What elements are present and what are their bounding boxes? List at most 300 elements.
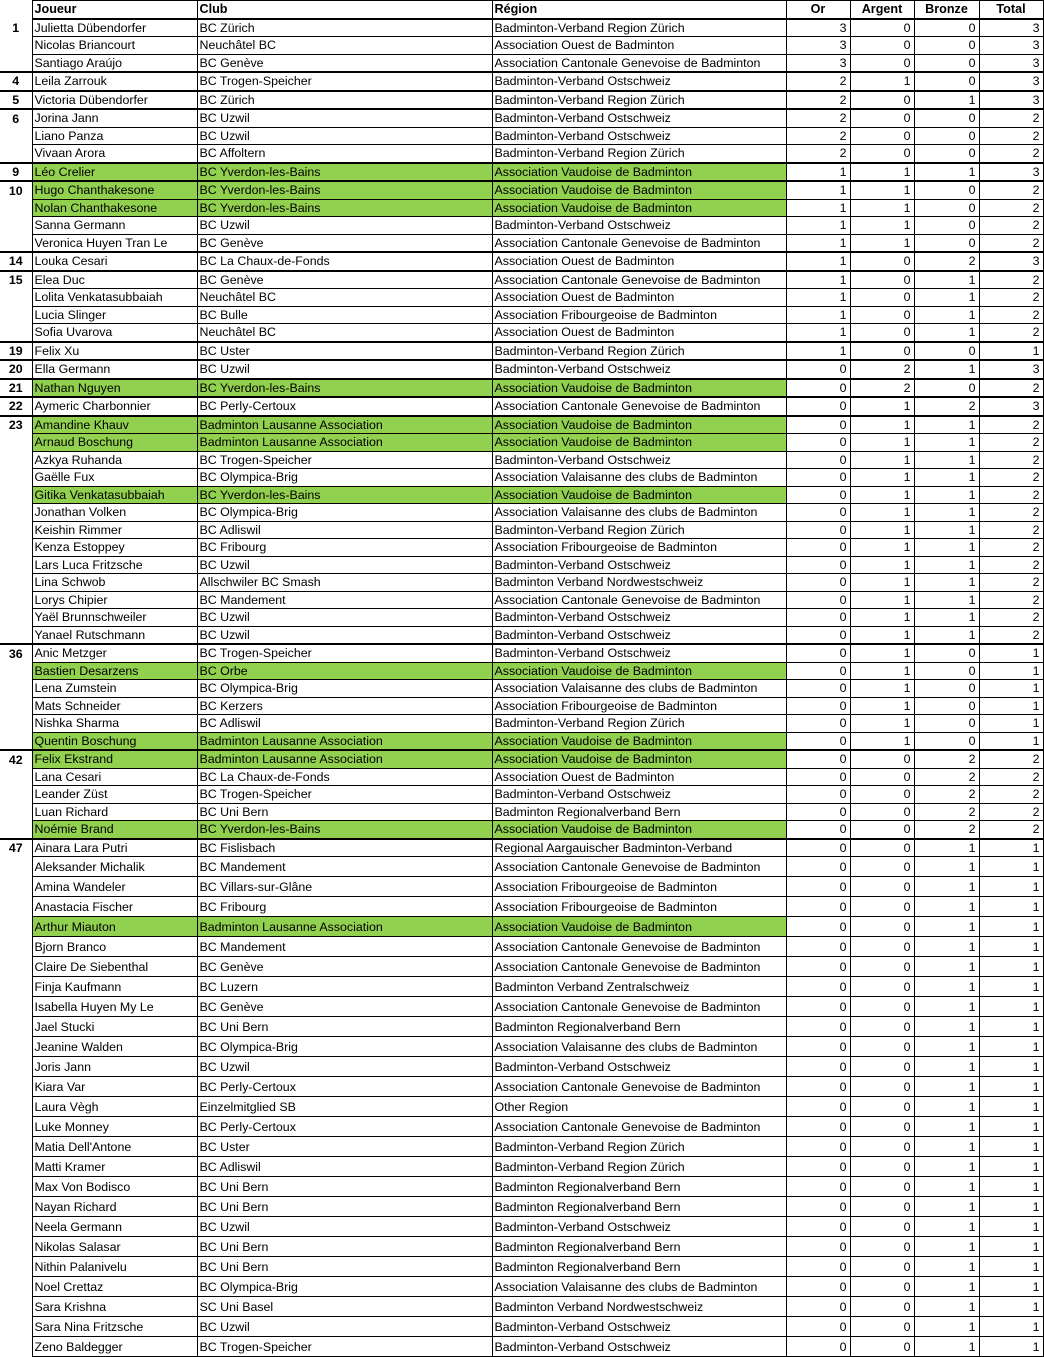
table-row xyxy=(0,1057,1043,1077)
rank-cell xyxy=(0,1077,32,1097)
player-cell: Luan Richard xyxy=(32,803,197,821)
gold-cell: 0 xyxy=(786,539,850,557)
player-cell: Lolita Venkatasubbaiah xyxy=(32,289,197,307)
silver-cell: 1 xyxy=(850,486,914,504)
player-cell: Elea Duc xyxy=(32,271,197,289)
club-cell: BC Genève xyxy=(197,234,492,252)
club-cell: BC Adliswil xyxy=(197,521,492,539)
total-cell: 2 xyxy=(979,803,1043,821)
region-cell: Badminton-Verband Ostschweiz xyxy=(492,1217,786,1237)
table-row xyxy=(0,1177,1043,1197)
silver-cell: 0 xyxy=(850,1297,914,1317)
region-cell: Association Fribourgeoise de Badminton xyxy=(492,306,786,324)
bronze-cell: 1 xyxy=(914,521,979,539)
rank-cell xyxy=(0,434,32,452)
region-cell: Badminton-Verband Ostschweiz xyxy=(492,127,786,145)
region-cell: Association Vaudoise de Badminton xyxy=(492,163,786,182)
region-cell: Association Fribourgeoise de Badminton xyxy=(492,897,786,917)
silver-cell: 0 xyxy=(850,1337,914,1357)
table-row xyxy=(0,1137,1043,1157)
silver-cell: 0 xyxy=(850,768,914,786)
club-cell: BC Olympica-Brig xyxy=(197,1277,492,1297)
table-row xyxy=(0,897,1043,917)
total-cell: 2 xyxy=(979,306,1043,324)
player-cell: Lars Luca Fritzsche xyxy=(32,556,197,574)
bronze-cell: 1 xyxy=(914,91,979,110)
bronze-cell: 2 xyxy=(914,786,979,804)
rank-cell xyxy=(0,877,32,897)
rank-cell xyxy=(0,1177,32,1197)
silver-cell: 0 xyxy=(850,1177,914,1197)
region-cell: Association Vaudoise de Badminton xyxy=(492,416,786,434)
bronze-cell: 2 xyxy=(914,397,979,416)
table-row xyxy=(0,877,1043,897)
table-row xyxy=(0,252,1043,271)
club-cell: Neuchâtel BC xyxy=(197,37,492,55)
gold-cell: 0 xyxy=(786,1117,850,1137)
silver-cell: 0 xyxy=(850,977,914,997)
table-row xyxy=(0,271,1043,289)
table-row xyxy=(0,360,1043,379)
gold-cell: 0 xyxy=(786,662,850,680)
total-cell: 2 xyxy=(979,289,1043,307)
player-cell: Louka Cesari xyxy=(32,252,197,271)
bronze-cell: 1 xyxy=(914,609,979,627)
table-row xyxy=(0,821,1043,839)
total-cell: 1 xyxy=(979,732,1043,750)
club-cell: BC Adliswil xyxy=(197,715,492,733)
rank-cell xyxy=(0,539,32,557)
bronze-cell: 1 xyxy=(914,591,979,609)
gold-cell: 0 xyxy=(786,750,850,768)
rank-cell xyxy=(0,626,32,644)
gold-cell: 3 xyxy=(786,19,850,37)
bronze-cell: 1 xyxy=(914,839,979,857)
rank-cell xyxy=(0,217,32,235)
table-row xyxy=(0,768,1043,786)
gold-cell: 0 xyxy=(786,957,850,977)
table-row xyxy=(0,434,1043,452)
table-row xyxy=(0,54,1043,72)
club-cell: BC La Chaux-de-Fonds xyxy=(197,252,492,271)
silver-cell: 0 xyxy=(850,1077,914,1097)
table-row xyxy=(0,997,1043,1017)
total-cell: 3 xyxy=(979,397,1043,416)
bronze-cell: 1 xyxy=(914,1317,979,1337)
rank-cell xyxy=(0,199,32,217)
gold-header: Or xyxy=(786,1,850,19)
player-cell: Sofia Uvarova xyxy=(32,324,197,342)
region-cell: Association Vaudoise de Badminton xyxy=(492,486,786,504)
bronze-cell: 2 xyxy=(914,803,979,821)
silver-cell: 0 xyxy=(850,252,914,271)
club-cell: BC Genève xyxy=(197,957,492,977)
region-cell: Badminton-Verband Ostschweiz xyxy=(492,644,786,662)
gold-cell: 0 xyxy=(786,1317,850,1337)
gold-cell: 1 xyxy=(786,342,850,361)
silver-cell: 0 xyxy=(850,1017,914,1037)
region-cell: Badminton-Verband Ostschweiz xyxy=(492,786,786,804)
region-cell: Association Cantonale Genevoise de Badminton xyxy=(492,997,786,1017)
table-row xyxy=(0,1017,1043,1037)
table-row xyxy=(0,181,1043,199)
player-cell: Isabella Huyen My Le xyxy=(32,997,197,1017)
table-row xyxy=(0,1197,1043,1217)
player-cell: Lena Zumstein xyxy=(32,680,197,698)
bronze-cell: 1 xyxy=(914,306,979,324)
club-cell: BC Kerzers xyxy=(197,697,492,715)
total-cell: 1 xyxy=(979,662,1043,680)
club-header: Club xyxy=(197,1,492,19)
club-cell: BC Genève xyxy=(197,271,492,289)
bronze-cell: 1 xyxy=(914,957,979,977)
region-cell: Association Fribourgeoise de Badminton xyxy=(492,539,786,557)
rank-cell xyxy=(0,306,32,324)
club-cell: BC Perly-Certoux xyxy=(197,397,492,416)
total-cell: 2 xyxy=(979,486,1043,504)
bronze-cell: 0 xyxy=(914,127,979,145)
region-cell: Badminton Regionalverband Bern xyxy=(492,1197,786,1217)
gold-cell: 0 xyxy=(786,768,850,786)
total-cell: 1 xyxy=(979,1017,1043,1037)
club-cell: BC Olympica-Brig xyxy=(197,504,492,522)
club-cell: BC Yverdon-les-Bains xyxy=(197,163,492,182)
region-cell: Association Valaisanne des clubs de Badminton xyxy=(492,504,786,522)
club-cell: BC Perly-Certoux xyxy=(197,1077,492,1097)
bronze-cell: 1 xyxy=(914,857,979,877)
bronze-cell: 1 xyxy=(914,1337,979,1357)
player-cell: Ainara Lara Putri xyxy=(32,839,197,857)
player-cell: Zeno Baldegger xyxy=(32,1337,197,1357)
bronze-cell: 2 xyxy=(914,768,979,786)
total-cell: 1 xyxy=(979,1157,1043,1177)
bronze-cell: 1 xyxy=(914,574,979,592)
club-cell: BC Luzern xyxy=(197,977,492,997)
gold-cell: 0 xyxy=(786,416,850,434)
rank-cell xyxy=(0,821,32,839)
region-cell: Association Cantonale Genevoise de Badminton xyxy=(492,857,786,877)
club-cell: BC Genève xyxy=(197,54,492,72)
region-cell: Association Cantonale Genevoise de Badminton xyxy=(492,397,786,416)
table-row xyxy=(0,574,1043,592)
table-row xyxy=(0,451,1043,469)
region-cell: Association Cantonale Genevoise de Badminton xyxy=(492,1117,786,1137)
total-cell: 3 xyxy=(979,252,1043,271)
player-cell: Amina Wandeler xyxy=(32,877,197,897)
table-row xyxy=(0,234,1043,252)
silver-cell: 1 xyxy=(850,539,914,557)
club-cell: BC Fribourg xyxy=(197,897,492,917)
total-cell: 2 xyxy=(979,145,1043,163)
club-cell: BC Yverdon-les-Bains xyxy=(197,379,492,398)
club-cell: BC Uzwil xyxy=(197,1057,492,1077)
gold-cell: 0 xyxy=(786,360,850,379)
silver-cell: 0 xyxy=(850,289,914,307)
silver-cell: 1 xyxy=(850,397,914,416)
club-cell: BC Uzwil xyxy=(197,1317,492,1337)
region-cell: Association Cantonale Genevoise de Badminton xyxy=(492,937,786,957)
silver-cell: 0 xyxy=(850,803,914,821)
club-cell: BC Orbe xyxy=(197,662,492,680)
table-row xyxy=(0,342,1043,361)
gold-cell: 2 xyxy=(786,145,850,163)
club-cell: BC Villars-sur-Glâne xyxy=(197,877,492,897)
silver-cell: 0 xyxy=(850,1277,914,1297)
table-row xyxy=(0,697,1043,715)
gold-cell: 1 xyxy=(786,217,850,235)
player-cell: Lucia Slinger xyxy=(32,306,197,324)
total-cell: 1 xyxy=(979,342,1043,361)
table-row xyxy=(0,1297,1043,1317)
region-cell: Association Cantonale Genevoise de Badminton xyxy=(492,957,786,977)
total-cell: 1 xyxy=(979,977,1043,997)
player-cell: Felix Ekstrand xyxy=(32,750,197,768)
total-cell: 2 xyxy=(979,127,1043,145)
region-cell: Badminton-Verband Ostschweiz xyxy=(492,451,786,469)
silver-cell: 1 xyxy=(850,697,914,715)
player-cell: Noémie Brand xyxy=(32,821,197,839)
bronze-cell: 0 xyxy=(914,680,979,698)
bronze-cell: 1 xyxy=(914,416,979,434)
silver-cell: 0 xyxy=(850,857,914,877)
region-cell: Association Cantonale Genevoise de Badminton xyxy=(492,271,786,289)
total-cell: 1 xyxy=(979,957,1043,977)
total-cell: 1 xyxy=(979,1137,1043,1157)
gold-cell: 1 xyxy=(786,289,850,307)
bronze-cell: 0 xyxy=(914,199,979,217)
bronze-cell: 1 xyxy=(914,977,979,997)
gold-cell: 1 xyxy=(786,252,850,271)
club-cell: BC Perly-Certoux xyxy=(197,1117,492,1137)
region-cell: Association Vaudoise de Badminton xyxy=(492,662,786,680)
total-cell: 2 xyxy=(979,504,1043,522)
player-cell: Yaël Brunnschweiler xyxy=(32,609,197,627)
total-cell: 2 xyxy=(979,750,1043,768)
club-cell: BC Affoltern xyxy=(197,145,492,163)
silver-cell: 0 xyxy=(850,1197,914,1217)
silver-cell: 0 xyxy=(850,937,914,957)
silver-cell: 0 xyxy=(850,54,914,72)
club-cell: BC Uni Bern xyxy=(197,1177,492,1197)
region-cell: Association Cantonale Genevoise de Badminton xyxy=(492,591,786,609)
total-cell: 1 xyxy=(979,1097,1043,1117)
silver-cell: 0 xyxy=(850,1257,914,1277)
player-cell: Jorina Jann xyxy=(32,109,197,127)
silver-cell: 1 xyxy=(850,434,914,452)
club-cell: BC Bulle xyxy=(197,306,492,324)
gold-cell: 0 xyxy=(786,1157,850,1177)
region-cell: Badminton-Verband Region Zürich xyxy=(492,342,786,361)
region-cell: Association Ouest de Badminton xyxy=(492,37,786,55)
region-cell: Badminton Regionalverband Bern xyxy=(492,1177,786,1197)
bronze-cell: 1 xyxy=(914,434,979,452)
club-cell: BC Uzwil xyxy=(197,109,492,127)
total-cell: 1 xyxy=(979,1277,1043,1297)
club-cell: Badminton Lausanne Association xyxy=(197,434,492,452)
table-row xyxy=(0,163,1043,182)
bronze-cell: 1 xyxy=(914,556,979,574)
gold-cell: 0 xyxy=(786,1097,850,1117)
club-cell: BC Uni Bern xyxy=(197,1017,492,1037)
region-cell: Badminton Verband Nordwestschweiz xyxy=(492,574,786,592)
gold-cell: 0 xyxy=(786,626,850,644)
gold-cell: 0 xyxy=(786,574,850,592)
gold-cell: 0 xyxy=(786,715,850,733)
club-cell: BC Uni Bern xyxy=(197,1237,492,1257)
table-row xyxy=(0,715,1043,733)
table-body xyxy=(0,19,1043,1357)
rank-cell: 10 xyxy=(0,181,32,199)
gold-cell: 0 xyxy=(786,1197,850,1217)
gold-cell: 0 xyxy=(786,504,850,522)
table-row xyxy=(0,1157,1043,1177)
region-cell: Badminton-Verband Ostschweiz xyxy=(492,1317,786,1337)
club-cell: Badminton Lausanne Association xyxy=(197,917,492,937)
silver-cell: 0 xyxy=(850,839,914,857)
club-cell: BC Uzwil xyxy=(197,217,492,235)
silver-header: Argent xyxy=(850,1,914,19)
region-cell: Association Valaisanne des clubs de Badminton xyxy=(492,1277,786,1297)
gold-cell: 0 xyxy=(786,609,850,627)
bronze-cell: 0 xyxy=(914,145,979,163)
total-cell: 1 xyxy=(979,1297,1043,1317)
region-cell: Association Vaudoise de Badminton xyxy=(492,750,786,768)
club-cell: BC Uster xyxy=(197,1137,492,1157)
gold-cell: 0 xyxy=(786,1297,850,1317)
gold-cell: 1 xyxy=(786,306,850,324)
region-cell: Association Cantonale Genevoise de Badminton xyxy=(492,234,786,252)
rank-cell xyxy=(0,1137,32,1157)
club-cell: BC Zürich xyxy=(197,19,492,37)
region-cell: Association Vaudoise de Badminton xyxy=(492,199,786,217)
bronze-cell: 1 xyxy=(914,1117,979,1137)
player-cell: Arnaud Boschung xyxy=(32,434,197,452)
bronze-cell: 2 xyxy=(914,750,979,768)
silver-cell: 0 xyxy=(850,821,914,839)
gold-cell: 0 xyxy=(786,591,850,609)
gold-cell: 0 xyxy=(786,1217,850,1237)
region-cell: Badminton-Verband Ostschweiz xyxy=(492,609,786,627)
table-row xyxy=(0,977,1043,997)
total-cell: 2 xyxy=(979,199,1043,217)
region-cell: Badminton Regionalverband Bern xyxy=(492,1017,786,1037)
header-row xyxy=(0,1,1043,19)
bronze-cell: 1 xyxy=(914,289,979,307)
silver-cell: 0 xyxy=(850,306,914,324)
silver-cell: 1 xyxy=(850,521,914,539)
rank-cell xyxy=(0,145,32,163)
region-cell: Association Vaudoise de Badminton xyxy=(492,434,786,452)
gold-cell: 0 xyxy=(786,451,850,469)
silver-cell: 2 xyxy=(850,360,914,379)
total-cell: 2 xyxy=(979,234,1043,252)
gold-cell: 0 xyxy=(786,697,850,715)
club-cell: BC Zürich xyxy=(197,91,492,110)
rank-cell: 22 xyxy=(0,397,32,416)
player-cell: Kiara Var xyxy=(32,1077,197,1097)
total-cell: 2 xyxy=(979,521,1043,539)
rank-cell xyxy=(0,234,32,252)
rank-cell xyxy=(0,1217,32,1237)
total-cell: 3 xyxy=(979,163,1043,182)
rank-cell: 19 xyxy=(0,342,32,361)
table-row xyxy=(0,786,1043,804)
gold-cell: 0 xyxy=(786,977,850,997)
region-header: Région xyxy=(492,1,786,19)
total-header: Total xyxy=(979,1,1043,19)
table-row xyxy=(0,217,1043,235)
rank-cell xyxy=(0,469,32,487)
club-cell: BC Uni Bern xyxy=(197,1197,492,1217)
player-cell: Bjorn Branco xyxy=(32,937,197,957)
club-cell: BC Uzwil xyxy=(197,626,492,644)
gold-cell: 0 xyxy=(786,1137,850,1157)
player-cell: Aleksander Michalik xyxy=(32,857,197,877)
club-cell: BC Mandement xyxy=(197,937,492,957)
region-cell: Badminton-Verband Ostschweiz xyxy=(492,1057,786,1077)
bronze-cell: 1 xyxy=(914,1037,979,1057)
total-cell: 1 xyxy=(979,1237,1043,1257)
player-cell: Nayan Richard xyxy=(32,1197,197,1217)
total-cell: 1 xyxy=(979,644,1043,662)
rank-cell xyxy=(0,768,32,786)
table-row xyxy=(0,1337,1043,1357)
gold-cell: 0 xyxy=(786,397,850,416)
player-cell: Laura Vègh xyxy=(32,1097,197,1117)
silver-cell: 0 xyxy=(850,342,914,361)
silver-cell: 0 xyxy=(850,19,914,37)
total-cell: 1 xyxy=(979,1197,1043,1217)
total-cell: 2 xyxy=(979,574,1043,592)
gold-cell: 0 xyxy=(786,556,850,574)
table-row xyxy=(0,416,1043,434)
player-cell: Anic Metzger xyxy=(32,644,197,662)
silver-cell: 1 xyxy=(850,680,914,698)
player-cell: Sara Krishna xyxy=(32,1297,197,1317)
player-cell: Nolan Chanthakesone xyxy=(32,199,197,217)
total-cell: 3 xyxy=(979,360,1043,379)
region-cell: Badminton-Verband Region Zürich xyxy=(492,91,786,110)
gold-cell: 0 xyxy=(786,486,850,504)
silver-cell: 1 xyxy=(850,199,914,217)
player-cell: Claire De Siebenthal xyxy=(32,957,197,977)
table-row xyxy=(0,91,1043,110)
player-cell: Noel Crettaz xyxy=(32,1277,197,1297)
rank-cell xyxy=(0,937,32,957)
player-cell: Keishin Rimmer xyxy=(32,521,197,539)
table-row xyxy=(0,1037,1043,1057)
player-cell: Mats Schneider xyxy=(32,697,197,715)
club-cell: BC Mandement xyxy=(197,591,492,609)
rank-header xyxy=(0,1,32,19)
table-row xyxy=(0,539,1043,557)
club-cell: BC Olympica-Brig xyxy=(197,469,492,487)
player-cell: Quentin Boschung xyxy=(32,732,197,750)
club-cell: BC Uzwil xyxy=(197,360,492,379)
club-cell: BC Trogen-Speicher xyxy=(197,786,492,804)
bronze-cell: 1 xyxy=(914,997,979,1017)
table-row xyxy=(0,1077,1043,1097)
bronze-cell: 1 xyxy=(914,1137,979,1157)
silver-cell: 0 xyxy=(850,1157,914,1177)
rank-cell xyxy=(0,917,32,937)
table-row xyxy=(0,72,1043,91)
total-cell: 2 xyxy=(979,324,1043,342)
region-cell: Badminton-Verband Region Zürich xyxy=(492,715,786,733)
club-cell: BC Uzwil xyxy=(197,1217,492,1237)
bronze-cell: 1 xyxy=(914,1217,979,1237)
region-cell: Association Ouest de Badminton xyxy=(492,324,786,342)
